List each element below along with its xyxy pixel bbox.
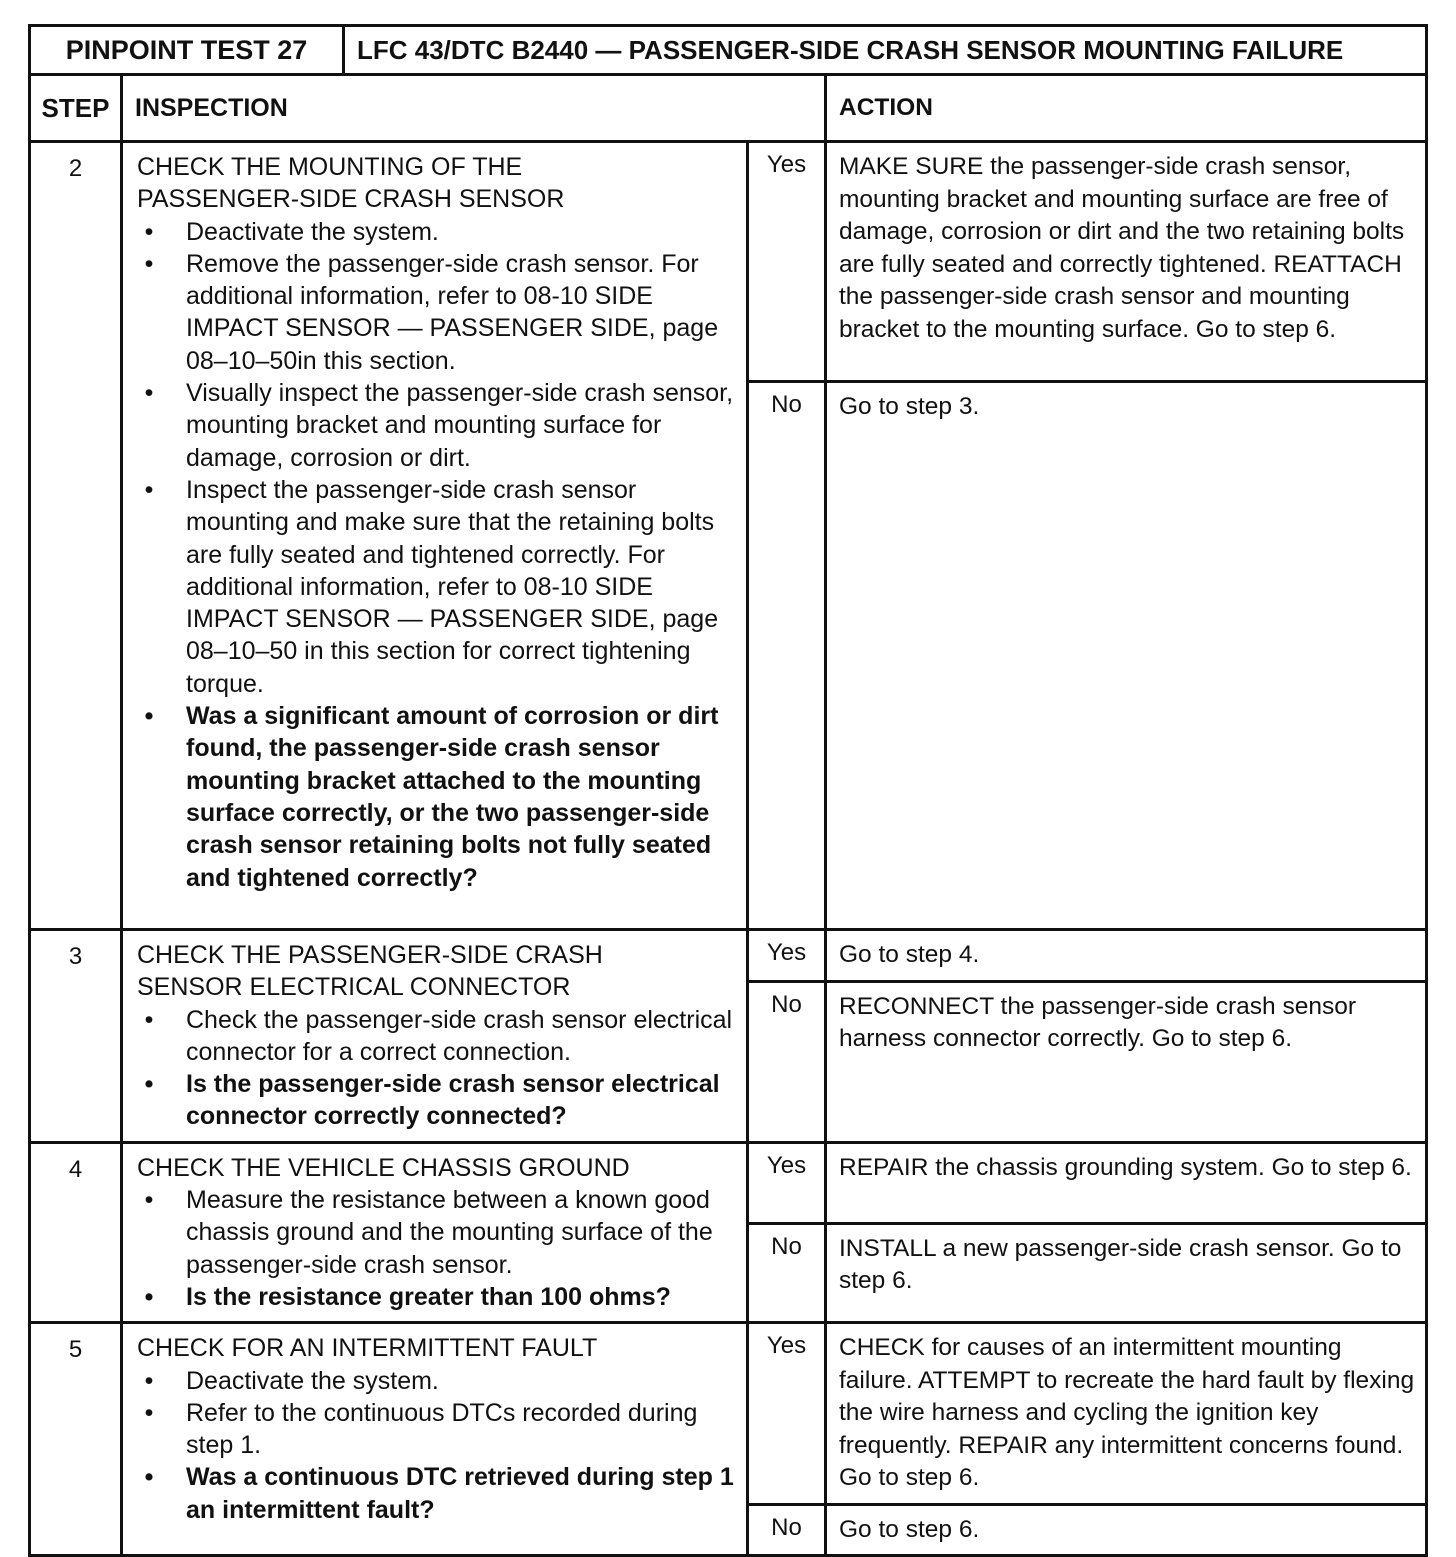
test-description: LFC 43/DTC B2440 — PASSENGER-SIDE CRASH SENSOR MOUNTING FAILURE xyxy=(344,26,1427,75)
inspection-item: • Deactivate the system. xyxy=(137,1365,738,1397)
no-label: No xyxy=(748,981,826,1142)
no-label: No xyxy=(748,382,826,930)
inspection-item: • Refer to the continuous DTCs recorded during step 1. xyxy=(137,1397,738,1462)
yes-action: CHECK for causes of an intermittent mounting failure. ATTEMPT to recreate the hard fault by flexing the wire harness and cycling the ignition key frequently. REPAIR any intermittent concerns found. Go to step 6. xyxy=(826,1323,1427,1505)
inspection-list xyxy=(137,216,738,894)
inspection-item: • Deactivate the system. xyxy=(137,216,738,248)
no-action: INSTALL a new passenger-side crash sensor. Go to step 6. xyxy=(826,1223,1427,1322)
step-5-yes-row xyxy=(30,1323,1427,1505)
step-heading: CHECK FOR AN INTERMITTENT FAULT xyxy=(137,1334,598,1363)
inspection-question: • Was a significant amount of corrosion or dirt found, the passenger-side crash sensor mounting bracket attached to the mounting surface correctly, or the two passenger-side crash sensor retaining bolts not fully seated and tightened correctly? xyxy=(137,700,738,894)
step-heading: CHECK THE PASSENGER-SIDE CRASH xyxy=(137,941,603,969)
bullet-icon: • xyxy=(144,1398,154,1427)
step-2-inspection xyxy=(122,142,748,930)
yes-action: MAKE SURE the passenger-side crash sensor, mounting bracket and mounting surface are free of damage, corrosion or dirt and the two retaining bolts are fully seated and correctly tightened. REATTACH the passenger-side crash sensor and mounting bracket to the mounting surface. Go to step 6. xyxy=(826,142,1427,382)
inspection-question: • Is the passenger-side crash sensor electrical connector correctly connected? xyxy=(137,1068,738,1133)
bullet-icon: • xyxy=(144,249,154,278)
bullet-icon: • xyxy=(144,475,154,504)
bullet-icon: • xyxy=(144,217,154,246)
bullet-icon: • xyxy=(144,1005,154,1034)
step-number: 4 xyxy=(30,1142,122,1322)
inspection-question: • Is the resistance greater than 100 ohms? xyxy=(137,1281,738,1313)
step-heading: SENSOR ELECTRICAL CONNECTOR xyxy=(137,973,571,1002)
step-number: 5 xyxy=(30,1323,122,1556)
step-column-header: STEP xyxy=(30,75,122,142)
yes-action: Go to step 4. xyxy=(826,930,1427,982)
step-3-inspection xyxy=(122,930,748,1143)
column-header-row xyxy=(30,75,1427,142)
pinpoint-test-table xyxy=(28,24,1428,1557)
no-label: No xyxy=(748,1223,826,1322)
inspection-item: • Measure the resistance between a known good chassis ground and the mounting surface of the passenger-side crash sensor. xyxy=(137,1184,738,1281)
no-action: Go to step 6. xyxy=(826,1504,1427,1556)
step-4-yes-row xyxy=(30,1142,1427,1223)
yes-label: Yes xyxy=(748,930,826,982)
action-column-header: ACTION xyxy=(826,75,1427,142)
inspection-list xyxy=(137,1004,738,1133)
step-5-inspection xyxy=(122,1323,748,1556)
bullet-icon: • xyxy=(144,702,154,731)
bullet-icon: • xyxy=(144,1070,154,1099)
step-4-inspection xyxy=(122,1142,748,1322)
test-label: PINPOINT TEST 27 xyxy=(30,26,344,75)
inspection-question: • Was a continuous DTC retrieved during step 1 an intermittent fault? xyxy=(137,1461,738,1526)
yes-label: Yes xyxy=(748,1142,826,1223)
step-heading: CHECK THE VEHICLE CHASSIS GROUND xyxy=(137,1153,630,1182)
step-2-yes-row xyxy=(30,142,1427,382)
step-3-yes-row xyxy=(30,930,1427,982)
inspection-list xyxy=(137,1365,738,1526)
bullet-icon: • xyxy=(144,1186,154,1215)
bullet-icon: • xyxy=(144,1366,154,1395)
no-label: No xyxy=(748,1504,826,1556)
inspection-item: • Inspect the passenger-side crash sensor mounting and make sure that the retaining bolts are fully seated and tightened correctly. For additional information, refer to 08-10 SIDE IMPACT SENSOR — PASSENGER SIDE, page 08–10–50 in this section for correct tightening torque. xyxy=(137,474,738,700)
inspection-list xyxy=(137,1184,738,1313)
yes-action: REPAIR the chassis grounding system. Go to step 6. xyxy=(826,1142,1427,1223)
no-action: Go to step 3. xyxy=(826,382,1427,930)
step-heading: CHECK THE MOUNTING OF THE xyxy=(137,153,523,181)
no-action: RECONNECT the passenger-side crash sensor harness connector correctly. Go to step 6. xyxy=(826,981,1427,1142)
bullet-icon: • xyxy=(144,1463,154,1492)
step-number: 3 xyxy=(30,930,122,1143)
yes-label: Yes xyxy=(748,1323,826,1505)
inspection-item: • Check the passenger-side crash sensor electrical connector for a correct connection. xyxy=(137,1004,738,1069)
title-row xyxy=(30,26,1427,75)
inspection-column-header: INSPECTION xyxy=(122,75,826,142)
inspection-item: • Remove the passenger-side crash sensor. For additional information, refer to 08-10 SIDE IMPACT SENSOR — PASSENGER SIDE, page 08–10–50in this section. xyxy=(137,248,738,377)
yes-label: Yes xyxy=(748,142,826,382)
inspection-item: • Visually inspect the passenger-side crash sensor, mounting bracket and mounting surface for damage, corrosion or dirt. xyxy=(137,377,738,474)
step-heading: PASSENGER-SIDE CRASH SENSOR xyxy=(137,185,565,214)
step-number: 2 xyxy=(30,142,122,930)
bullet-icon: • xyxy=(144,1282,154,1311)
bullet-icon: • xyxy=(144,379,154,408)
